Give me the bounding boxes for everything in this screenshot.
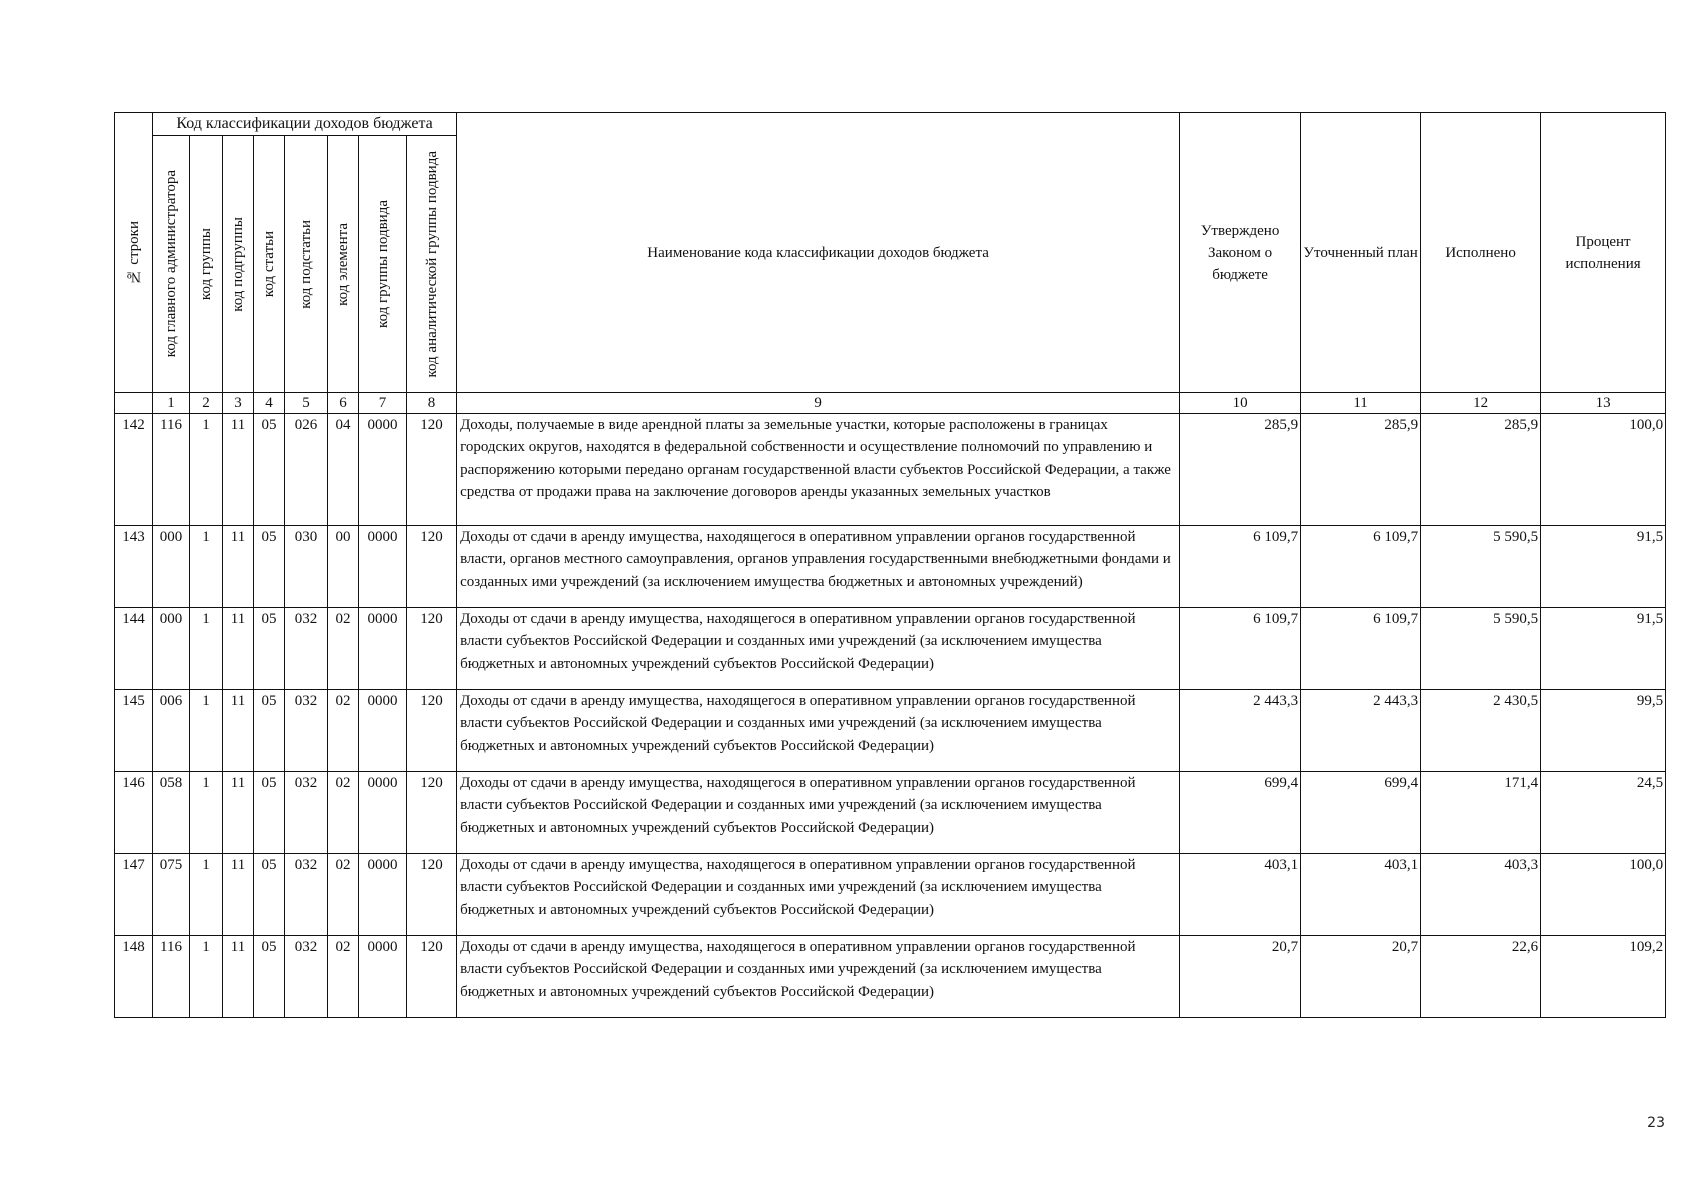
header-analytic-group-code-label: код аналитической группы подвида — [423, 150, 440, 378]
cell-subarticle-code: 032 — [285, 772, 328, 854]
header-analytic-group-code — [407, 136, 457, 393]
cell-approved: 2 443,3 — [1180, 690, 1301, 772]
table-row — [115, 414, 1666, 526]
table-row — [115, 854, 1666, 936]
cell-subarticle-code: 030 — [285, 526, 328, 608]
cell-admin-code: 116 — [153, 936, 190, 1018]
page-number: 23 — [1647, 1115, 1665, 1131]
cell-approved: 403,1 — [1180, 854, 1301, 936]
cell-group-code: 1 — [190, 414, 223, 526]
cell-analytic-group-code: 120 — [407, 936, 457, 1018]
cell-executed: 5 590,5 — [1421, 526, 1541, 608]
column-number: 13 — [1541, 393, 1666, 414]
cell-executed: 5 590,5 — [1421, 608, 1541, 690]
cell-admin-code: 116 — [153, 414, 190, 526]
column-number: 2 — [190, 393, 223, 414]
cell-approved: 6 109,7 — [1180, 526, 1301, 608]
header-element-code-label: код элемента — [335, 222, 351, 306]
header-article-code — [254, 136, 285, 393]
cell-subtype-group-code: 0000 — [359, 936, 407, 1018]
revenue-classification-table — [114, 112, 1666, 1018]
header-row-number — [115, 113, 153, 393]
cell-executed: 403,3 — [1421, 854, 1541, 936]
cell-group-code: 1 — [190, 936, 223, 1018]
cell-percent: 99,5 — [1541, 690, 1666, 772]
cell-plan: 6 109,7 — [1301, 526, 1421, 608]
cell-name: Доходы от сдачи в аренду имущества, находящегося в оперативном управлении органов государственной власти субъектов Российской Федерации и созданных ими учреждений (за исключением имущества бюджетных и автономных учреждений субъектов Российской Федерации) — [457, 608, 1180, 690]
column-number: 8 — [407, 393, 457, 414]
cell-row-number: 145 — [115, 690, 153, 772]
cell-analytic-group-code: 120 — [407, 526, 457, 608]
cell-element-code: 02 — [328, 608, 359, 690]
cell-group-code: 1 — [190, 690, 223, 772]
cell-article-code: 05 — [254, 936, 285, 1018]
cell-element-code: 02 — [328, 690, 359, 772]
cell-subgroup-code: 11 — [223, 414, 254, 526]
cell-name: Доходы от сдачи в аренду имущества, находящегося в оперативном управлении органов государственной власти субъектов Российской Федерации и созданных ими учреждений (за исключением имущества бюджетных и автономных учреждений субъектов Российской Федерации) — [457, 854, 1180, 936]
table-body — [115, 393, 1666, 1018]
header-row-number-label: № строки — [125, 220, 142, 285]
cell-analytic-group-code: 120 — [407, 414, 457, 526]
column-number: 5 — [285, 393, 328, 414]
column-number: 7 — [359, 393, 407, 414]
header-plan: Уточненный план — [1301, 113, 1421, 393]
cell-executed: 22,6 — [1421, 936, 1541, 1018]
cell-group-code: 1 — [190, 608, 223, 690]
header-subtype-group-code-label: код группы подвида — [374, 200, 391, 328]
cell-plan: 285,9 — [1301, 414, 1421, 526]
column-number: 9 — [457, 393, 1180, 414]
cell-plan: 699,4 — [1301, 772, 1421, 854]
cell-element-code: 02 — [328, 936, 359, 1018]
cell-executed: 285,9 — [1421, 414, 1541, 526]
cell-percent: 109,2 — [1541, 936, 1666, 1018]
cell-article-code: 05 — [254, 414, 285, 526]
table-row — [115, 772, 1666, 854]
cell-subgroup-code: 11 — [223, 854, 254, 936]
table-row — [115, 690, 1666, 772]
header-subarticle-code-label: код подстатьи — [298, 219, 314, 309]
cell-subarticle-code: 032 — [285, 608, 328, 690]
column-number: 6 — [328, 393, 359, 414]
cell-admin-code: 075 — [153, 854, 190, 936]
cell-row-number: 143 — [115, 526, 153, 608]
cell-group-code: 1 — [190, 526, 223, 608]
cell-approved: 6 109,7 — [1180, 608, 1301, 690]
cell-subgroup-code: 11 — [223, 526, 254, 608]
cell-approved: 699,4 — [1180, 772, 1301, 854]
cell-name: Доходы от сдачи в аренду имущества, находящегося в оперативном управлении органов государственной власти субъектов Российской Федерации и созданных ими учреждений (за исключением имущества бюджетных и автономных учреждений субъектов Российской Федерации) — [457, 690, 1180, 772]
document-sheet — [114, 112, 1666, 1018]
cell-subtype-group-code: 0000 — [359, 690, 407, 772]
column-number: 11 — [1301, 393, 1421, 414]
column-number-row — [115, 393, 1666, 414]
cell-analytic-group-code: 120 — [407, 854, 457, 936]
column-number-blank — [115, 393, 153, 414]
cell-subgroup-code: 11 — [223, 690, 254, 772]
header-subgroup-code-label: код подгруппы — [230, 216, 246, 312]
cell-percent: 91,5 — [1541, 608, 1666, 690]
cell-group-code: 1 — [190, 854, 223, 936]
column-number: 10 — [1180, 393, 1301, 414]
cell-element-code: 00 — [328, 526, 359, 608]
cell-row-number: 142 — [115, 414, 153, 526]
cell-plan: 20,7 — [1301, 936, 1421, 1018]
cell-group-code: 1 — [190, 772, 223, 854]
cell-name: Доходы от сдачи в аренду имущества, находящегося в оперативном управлении органов государственной власти, органов местного самоуправления, органов управления государственными внебюджетными фондами и созданных ими учреждений (за исключением имущества бюджетных и автономных учреждений) — [457, 526, 1180, 608]
header-approved: Утверждено Законом о бюджете — [1180, 113, 1301, 393]
cell-plan: 2 443,3 — [1301, 690, 1421, 772]
cell-element-code: 04 — [328, 414, 359, 526]
cell-subarticle-code: 032 — [285, 690, 328, 772]
cell-article-code: 05 — [254, 690, 285, 772]
column-number: 4 — [254, 393, 285, 414]
cell-percent: 100,0 — [1541, 414, 1666, 526]
header-element-code — [328, 136, 359, 393]
cell-analytic-group-code: 120 — [407, 608, 457, 690]
cell-subarticle-code: 026 — [285, 414, 328, 526]
cell-element-code: 02 — [328, 854, 359, 936]
cell-executed: 171,4 — [1421, 772, 1541, 854]
cell-row-number: 144 — [115, 608, 153, 690]
cell-approved: 285,9 — [1180, 414, 1301, 526]
header-subarticle-code — [285, 136, 328, 393]
cell-subtype-group-code: 0000 — [359, 414, 407, 526]
cell-name: Доходы, получаемые в виде арендной платы за земельные участки, которые расположены в границах городских округов, находятся в федеральной собственности и осуществление полномочий по управлению и распоряжению которыми передано органам государственной власти субъектов Российской Федерации, а также средства от продажи права на заключение договоров аренды указанных земельных участков — [457, 414, 1180, 526]
cell-subtype-group-code: 0000 — [359, 608, 407, 690]
cell-subarticle-code: 032 — [285, 854, 328, 936]
cell-subgroup-code: 11 — [223, 608, 254, 690]
header-article-code-label: код статьи — [261, 230, 277, 298]
table-row — [115, 936, 1666, 1018]
header-executed: Исполнено — [1421, 113, 1541, 393]
cell-element-code: 02 — [328, 772, 359, 854]
cell-admin-code: 058 — [153, 772, 190, 854]
cell-name: Доходы от сдачи в аренду имущества, находящегося в оперативном управлении органов государственной власти субъектов Российской Федерации и созданных ими учреждений (за исключением имущества бюджетных и автономных учреждений субъектов Российской Федерации) — [457, 772, 1180, 854]
column-number: 12 — [1421, 393, 1541, 414]
cell-analytic-group-code: 120 — [407, 690, 457, 772]
cell-admin-code: 006 — [153, 690, 190, 772]
cell-subgroup-code: 11 — [223, 936, 254, 1018]
header-admin-code-label: код главного администратора — [163, 170, 179, 358]
cell-percent: 24,5 — [1541, 772, 1666, 854]
cell-subtype-group-code: 0000 — [359, 854, 407, 936]
cell-article-code: 05 — [254, 772, 285, 854]
cell-row-number: 148 — [115, 936, 153, 1018]
header-subtype-group-code — [359, 136, 407, 393]
cell-executed: 2 430,5 — [1421, 690, 1541, 772]
header-classification-group: Код классификации доходов бюджета — [153, 113, 457, 136]
cell-percent: 100,0 — [1541, 854, 1666, 936]
cell-article-code: 05 — [254, 854, 285, 936]
header-group-code-label: код группы — [198, 227, 214, 301]
header-subgroup-code — [223, 136, 254, 393]
cell-row-number: 146 — [115, 772, 153, 854]
cell-plan: 6 109,7 — [1301, 608, 1421, 690]
cell-subtype-group-code: 0000 — [359, 526, 407, 608]
cell-plan: 403,1 — [1301, 854, 1421, 936]
column-number: 3 — [223, 393, 254, 414]
table-row — [115, 526, 1666, 608]
cell-analytic-group-code: 120 — [407, 772, 457, 854]
header-admin-code — [153, 136, 190, 393]
column-number: 1 — [153, 393, 190, 414]
table-row — [115, 608, 1666, 690]
cell-subgroup-code: 11 — [223, 772, 254, 854]
cell-approved: 20,7 — [1180, 936, 1301, 1018]
cell-admin-code: 000 — [153, 608, 190, 690]
cell-article-code: 05 — [254, 608, 285, 690]
header-percent: Процент исполнения — [1541, 113, 1666, 393]
cell-admin-code: 000 — [153, 526, 190, 608]
cell-name: Доходы от сдачи в аренду имущества, находящегося в оперативном управлении органов государственной власти субъектов Российской Федерации и созданных ими учреждений (за исключением имущества бюджетных и автономных учреждений субъектов Российской Федерации) — [457, 936, 1180, 1018]
cell-row-number: 147 — [115, 854, 153, 936]
header-name: Наименование кода классификации доходов бюджета — [457, 113, 1180, 393]
cell-subarticle-code: 032 — [285, 936, 328, 1018]
cell-article-code: 05 — [254, 526, 285, 608]
cell-subtype-group-code: 0000 — [359, 772, 407, 854]
header-group-code — [190, 136, 223, 393]
cell-percent: 91,5 — [1541, 526, 1666, 608]
